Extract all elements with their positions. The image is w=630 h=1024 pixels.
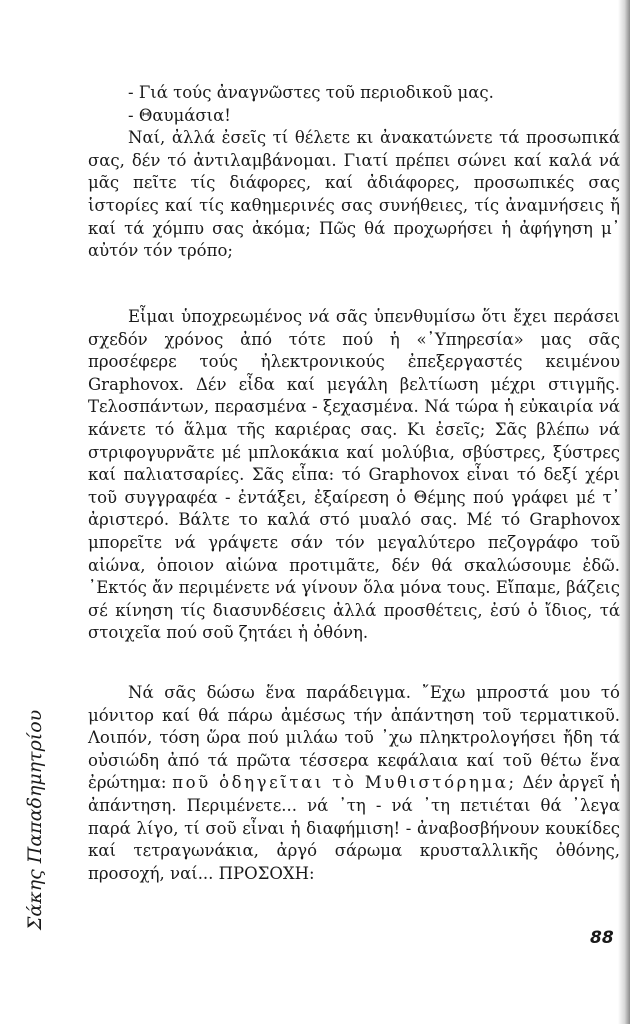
paragraph-block-3 [88,682,620,885]
paragraph-3-part-1: Νά σᾶς δώσω ἕνα παράδειγμα. ῎Εχω μπροστά μου τό μόνιτορ καί θά πάρω ἀμέσως τήν ἀπάντηση τοῦ τερματικοῦ. Λοιπόν, τόση ὥρα πού μιλάω τοῦ ᾽χω πληκτρολογήσει ἤδη τά οὐσιώδη ἀπό τά πρῶτα τέσσερα κεφάλαια καί τοῦ θέτω ἕνα ἐρώτημα: [88,683,620,793]
dialogue-line-1: - Γιά τούς ἀναγνῶστες τοῦ περιοδικοῦ μας. [128,83,494,102]
paragraph-1: Ναί, ἀλλά ἐσεῖς τί θέλετε κι ἀνακατώνετε τά προσωπικά σας, δέν τό ἀντιλαμβάνομαι. Γιατί πρέπει σώνει καί καλά νά μᾶς πεῖτε τίς διάφορες, καί ἀδιάφορες, προσωπικές σας ἱστορίες καί τίς καθημερινές σας συνήθειες, τίς ἀναμνήσεις ἤ καί τά χόμπυ σας ἀκόμα; Πῶς θά προχωρήσει ἡ ἀφήγηση μ᾽ αὐτόν τόν τρόπο; [88,128,620,261]
spaced-question: ποῦ ὁδηγεῖται τὸ Μυθιστόρημα; [172,773,517,793]
paragraph-block-2 [88,306,620,645]
dialogue-block [88,82,620,263]
dialogue-line-2: - Θαυμάσια! [128,105,231,125]
author-running-head: Σάκης Παπαδημητρίου [24,709,46,930]
paragraph-2: Εἶμαι ὑποχρεωμένος νά σᾶς ὑπενθυμίσω ὅτι ἔχει περάσει σχεδόν χρόνος ἀπό τότε πού ἡ «᾽Υπηρεσία» μας σᾶς προσέφερε τούς ἠλεκτρονικούς ἐπεξεργαστές κειμένου Graphovox. Δέν εἶδα καί μεγάλη βελτίωση μέχρι στιγμῆς. Τελοσπάντων, περασμένα - ξεχασμένα. Νά τώρα ἡ εὐκαιρία νά κάνετε τό ἅλμα τῆς καριέρας σας. Κι ἐσεῖς; Σᾶς βλέπω νά στριφογυρνᾶτε μέ μπλοκάκια καί μολύβια, σβύστρες, ξύστρες καί παλιατσαρίες. Σᾶς εἶπα: τό Graphovox εἶναι τό δεξί χέρι τοῦ συγγραφέα - ἐντάξει, ἐξαίρεση ὁ Θέμης πού γράφει μέ τ᾽ ἀριστερό. Βάλτε το καλά στό μυαλό σας. Μέ τό Graphovox μπορεῖτε νά γράψετε σάν τόν μεγαλύτερο πεζογράφο τοῦ αἰώνα, ὁποιον αἰώνα προτιμᾶτε, δέν θά σκαλώσουμε ἐδῶ. ᾽Εκτός ἄν περιμένετε νά γίνουν ὅλα μόνα τους. Εἴπαμε, βάζεις σέ κίνηση τίς διασυνδέσεις ἀλλά προσθέτεις, ἐσύ ὁ ἴδιος, τά στοιχεῖα πού σοῦ ζητάει ἡ ὀθόνη. [88,307,620,643]
paragraph-3 [88,682,620,885]
paragraph-3-part-2: Δέν ἀργεῖ ἡ ἀπάντηση. Περιμένετε... νά ᾽τη - νά ᾽τη πετιέται θά ᾽λεγα παρά λίγο, τί σοῦ εἶναι ἡ διαφήμιση! - ἀναβοσβήνουν κουκίδες καί τετραγωνάκια, ἀργό σάρωμα κρυσταλλικῆς ὀθόνης, προσοχή, ναί... ΠΡΟΣΟΧΗ: [88,773,621,883]
page-number: 88 [590,928,614,948]
